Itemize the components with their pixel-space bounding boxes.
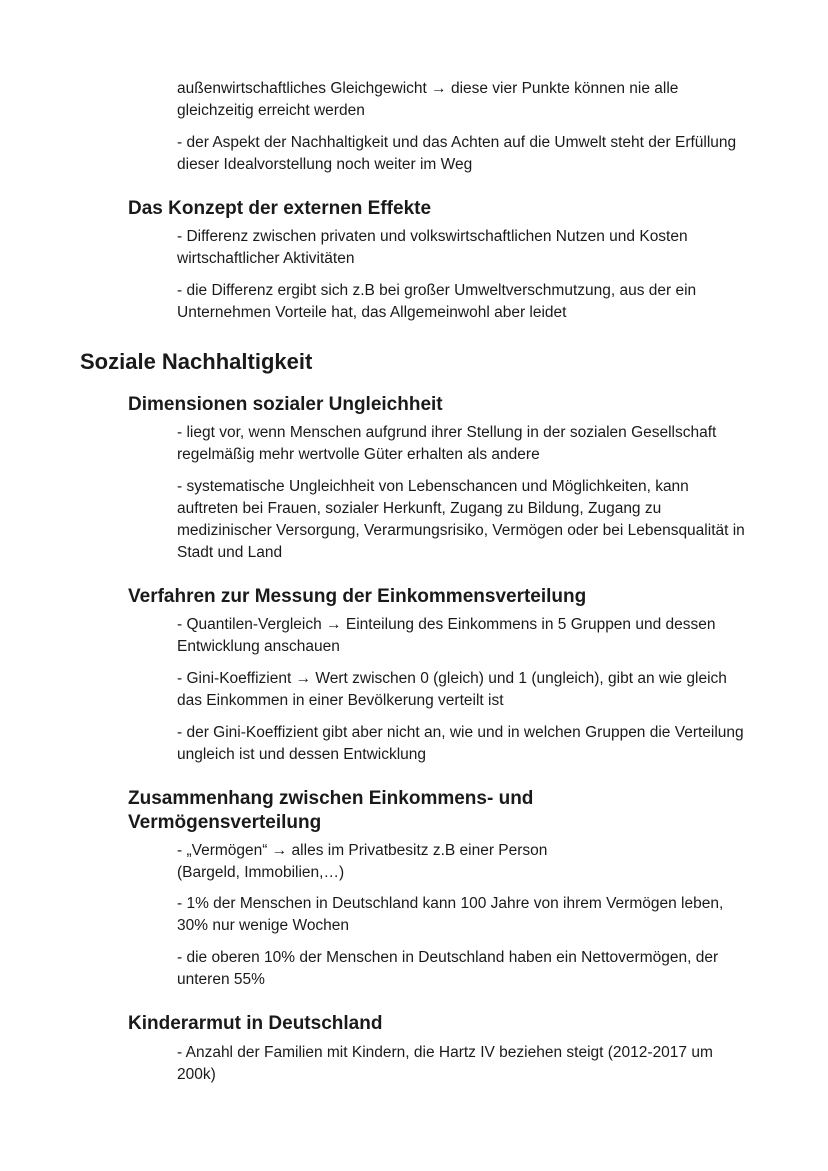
heading-messung: Verfahren zur Messung der Einkommensverteilung (128, 586, 587, 607)
zusammenhang-paragraph-2: - 1% der Menschen in Deutschland kann 100 Jahre von ihrem Vermögen leben, 30% nur wenige Wochen (177, 895, 724, 934)
externe-effekte-paragraph-1: - Differenz zwischen privaten und volkswirtschaftlichen Nutzen und Kosten wirtschaftlicher Aktivitäten (177, 228, 688, 267)
heading-dimensionen: Dimensionen sozialer Ungleichheit (128, 394, 443, 415)
externe-effekte-paragraph-2: - die Differenz ergibt sich z.B bei großer Umweltverschmutzung, aus der ein Unternehmen Vorteile hat, das Allgemeinwohl aber leidet (177, 282, 697, 321)
intro-paragraph-1: außenwirtschaftliches Gleichgewicht → diese vier Punkte können nie alle gleichzeitig erreicht werden (177, 80, 679, 119)
heading-zusammenhang: Zusammenhang zwischen Einkommens- und Vermögensverteilung (128, 788, 534, 833)
heading-soziale-nachhaltigkeit: Soziale Nachhaltigkeit (80, 349, 313, 374)
heading-externe-effekte: Das Konzept der externen Effekte (128, 198, 432, 219)
kinderarmut-paragraph-1: - Anzahl der Familien mit Kindern, die Hartz IV beziehen steigt (2012-2017 um 200k) (177, 1044, 713, 1083)
dimensionen-paragraph-2: - systematische Ungleichheit von Lebenschancen und Möglichkeiten, kann auftreten bei Frauen, sozialer Herkunft, Zugang zu Bildung, Zugang zu medizinischer Versorgung, Verarmungsrisiko, Vermögen oder bei Lebensqualität in Stadt und Land (177, 478, 745, 561)
messung-paragraph-3: - der Gini-Koeffizient gibt aber nicht an, wie und in welchen Gruppen die Verteilung ungleich ist und dessen Entwicklung (177, 724, 744, 763)
intro-paragraph-2: - der Aspekt der Nachhaltigkeit und das Achten auf die Umwelt steht der Erfüllung dieser Idealvorstellung noch weiter im Weg (177, 134, 737, 173)
dimensionen-paragraph-1: - liegt vor, wenn Menschen aufgrund ihrer Stellung in der sozialen Gesellschaft regelmäßig mehr wertvolle Güter erhalten als andere (177, 424, 717, 463)
messung-paragraph-1: - Quantilen-Vergleich → Einteilung des Einkommens in 5 Gruppen und dessen Entwicklung anschauen (177, 616, 716, 655)
heading-kinderarmut: Kinderarmut in Deutschland (128, 1013, 383, 1034)
zusammenhang-paragraph-1: - „Vermögen“ → alles im Privatbesitz z.B einer Person (Bargeld, Immobilien,…) (177, 842, 548, 881)
messung-paragraph-2: - Gini-Koeffizient → Wert zwischen 0 (gleich) und 1 (ungleich), gibt an wie gleich das Einkommen in einer Bevölkerung verteilt ist (177, 670, 727, 709)
zusammenhang-paragraph-3: - die oberen 10% der Menschen in Deutschland haben ein Nettovermögen, der unteren 55% (177, 949, 719, 988)
